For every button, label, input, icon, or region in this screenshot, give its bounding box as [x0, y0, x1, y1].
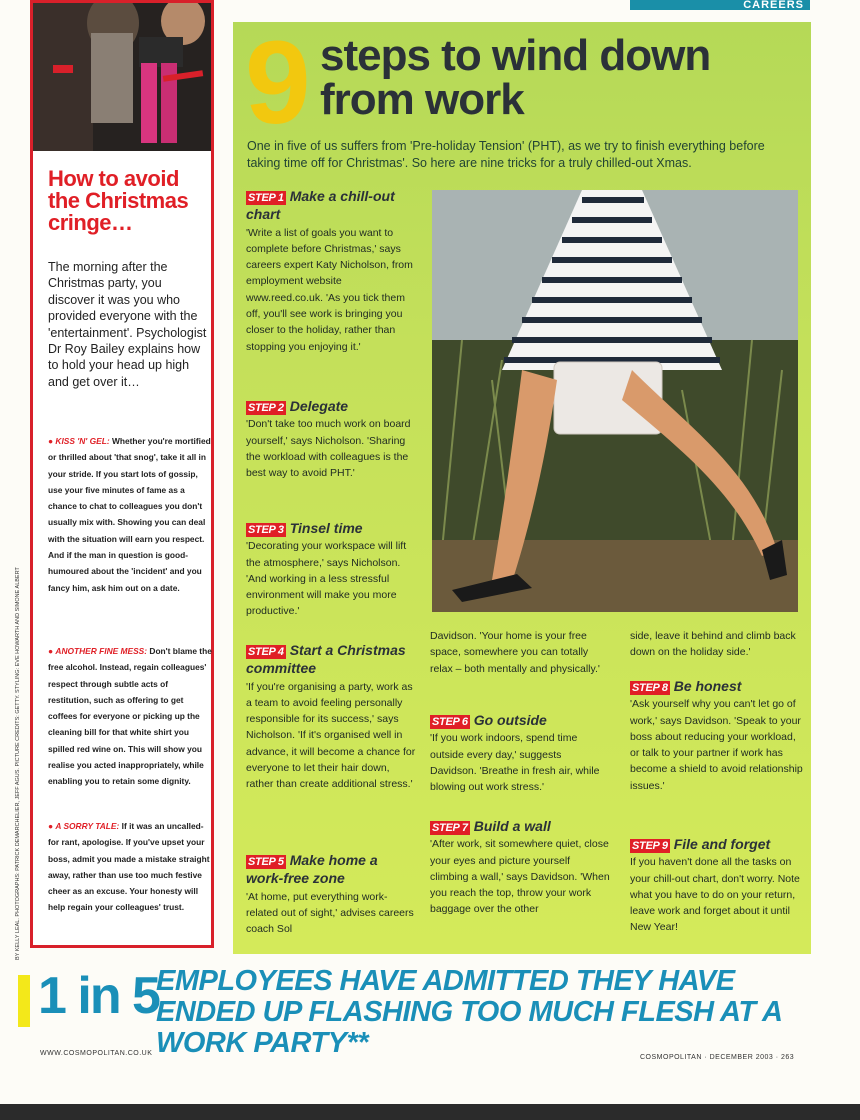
sidebar-title: How to avoid the Christmas cringe… [48, 166, 189, 235]
step-body: 'Don't take too much work on board yourself,' says Nicholson. 'Sharing the workload with colleagues is the best way to avoid PHT.' [246, 418, 411, 480]
sidebar-tip [48, 643, 212, 790]
step-body: 'After work, sit somewhere quiet, close your eyes and picture yourself climbing a wall,' says Davidson. 'When you reach the top, throw your work baggage over the other [430, 838, 610, 916]
step-badge: STEP 7 [432, 822, 468, 834]
scan-edge [0, 1104, 860, 1120]
stat-text: EMPLOYEES HAVE ADMITTED THEY HAVE ENDED UP FLASHING TOO MUCH FLESH AT A WORK PARTY** [156, 965, 782, 1059]
step-body: 'At home, put everything work-related out of sight,' advises careers coach Sol [246, 890, 414, 936]
tip-heading: A SORRY TALE: [55, 821, 120, 831]
step-badge: STEP 8 [632, 682, 668, 694]
bullet-icon: ● [48, 646, 56, 656]
step-badge: STEP 3 [248, 524, 284, 536]
step-body: If you haven't done all the tasks on your chill-out chart, don't worry. Note what you have to do on your return, leave work and forget about it until New Year! [630, 856, 800, 934]
step-9: STEP 9 File and forget If you haven't done all the tasks on your chill-out chart, don't worry. Note what you have to do on your return, leave work and forget about it until New Year! [630, 836, 805, 936]
bullet-icon: ● [48, 436, 56, 446]
highlight-mark [18, 975, 30, 1027]
step-body: 'If you work indoors, spend time outside every day,' suggests Davidson. 'Breathe in fresh air, while blowing out work stress.' [430, 732, 600, 794]
tip-body: If it was an uncalled-for rant, apologise. If you've upset your boss, admit you made a mistake straight away, rather than use too much festive cheer as an excuse. Your honesty will help regain your colleagues' trust. [48, 821, 210, 913]
step-badge: STEP 4 [248, 646, 284, 658]
step-badge: STEP 9 [632, 840, 668, 852]
step-8: STEP 8 Be honest 'Ask yourself why you can't let go of work,' says Davidson. 'Speak to your boss about reducing your workload, or talk to your partner if work has become a shield to avoid relationship issues.' [630, 678, 805, 794]
step-4: STEP 4 Start a Christmas committee 'If you're organising a party, work as a team to avoid feeling personally responsible for its success,' says Nicholson. 'If it's organised well in advance, it will become a chance for everyone to let their hair down, rather than create additional stress.' [246, 642, 418, 793]
party-photo [33, 3, 211, 151]
step-body: 'Ask yourself why you can't let go of work,' says Davidson. 'Speak to your boss about reducing your workload, or talk to your partner if work has become a shield to avoid relationship issues.' [630, 698, 803, 792]
step-body: 'Decorating your workspace will lift the atmosphere,' says Nicholson. 'And working in a less stressful environment will make you more productive.' [246, 540, 407, 618]
step-5: STEP 5 Make home a work-free zone 'At home, put everything work-related out of sight,' advises careers coach Sol [246, 852, 418, 937]
tip-heading: KISS 'N' GEL: [55, 436, 110, 446]
photo-credit: BY KELLY LEAL. PHOTOGRAPHS: PATRICK DEMARCHELIER, JEFF AGUS. PICTURE CREDITS: GETTY. STYLING: EVE HOWARTH AND SIMONE ALBERT [15, 567, 21, 960]
headline: steps to wind down from work [320, 31, 711, 124]
tip-body: Don't blame the free alcohol. Instead, regain colleagues' respect through subtle acts of restitution, such as offering to get coffees for everyone or picking up the cleaning bill for that white shirt you spilled red wine on. This will show you realise you acted inappropriately, while enabling you to retain some dignity. [48, 646, 212, 787]
footer-issue: COSMOPOLITAN · DECEMBER 2003 · 263 [640, 1054, 795, 1061]
step-body: 'If you're organising a party, work as a team to avoid feeling personally responsible for its success,' says Nicholson. 'If it's organised well in advance, it will become a chance for everyone to let their hair down, rather than create additional stress.' [246, 680, 416, 791]
sidebar-tip [48, 433, 212, 596]
footer-website: WWW.COSMOPOLITAN.CO.UK [40, 1050, 153, 1057]
sidebar-tip [48, 818, 212, 916]
step-body: 'Write a list of goals you want to complete before Christmas,' says careers expert Katy Nicholson, from employment website www.reed.co.uk. 'As you tick them off, you'll see work is bringing you closer to the holiday, rather than stopping you enjoying it.' [246, 226, 413, 353]
step-badge: STEP 5 [248, 856, 284, 868]
step-5-continued: Davidson. 'Your home is your free space, somewhere you can totally relax – both mentally and physically.' [430, 630, 600, 675]
step-3: STEP 3 Tinsel time 'Decorating your workspace will lift the atmosphere,' says Nicholson. 'And working in a less stressful environment will make you more productive.' [246, 520, 418, 620]
bullet-icon: ● [48, 821, 56, 831]
article-photo [432, 190, 798, 612]
tip-body: Whether you're mortified or thrilled about 'that snog', take it all in your stride. If you start lots of gossip, use your five minutes of fame as a chance to chat to colleagues you don't usually mix with. Showing you can deal with the situation will earn you respect. And if the man in question is good-humoured about the 'incident' and you fancy him, ask him out on a date. [48, 436, 211, 593]
step-7-continued: side, leave it behind and climb back down on the holiday side.' [630, 630, 796, 659]
headline-number: 9 [245, 17, 307, 149]
article-lede: One in five of us suffers from 'Pre-holiday Tension' (PHT), as we try to finish everything before taking time off for Christmas'. So here are nine tricks for a truly chilled-out Xmas. [247, 139, 765, 170]
sidebar-intro: The morning after the Christmas party, you discover it was you who provided everyone with the 'entertainment'. Psychologist Dr Roy Bailey explains how to hold your head up high and get over it… [48, 260, 207, 389]
step-badge: STEP 2 [248, 402, 284, 414]
step-6: STEP 6 Go outside 'If you work indoors, spend time outside every day,' suggests Davidson. 'Breathe in fresh air, while blowing out work stress.' [430, 712, 610, 795]
section-tab: CAREERS [630, 0, 810, 10]
step-1: STEP 1 Make a chill-out chart 'Write a list of goals you want to complete before Christmas,' says careers expert Katy Nicholson, from employment website www.reed.co.uk. 'As you tick them off, you'll see work is bringing you closer to the holiday, rather than stopping you enjoying it.' [246, 188, 418, 355]
step-badge: STEP 1 [248, 192, 284, 204]
stat-number: 1 in 5 [38, 967, 159, 1025]
step-badge: STEP 6 [432, 716, 468, 728]
sidebar-box [30, 0, 214, 948]
tip-heading: ANOTHER FINE MESS: [55, 646, 148, 656]
step-7: STEP 7 Build a wall 'After work, sit somewhere quiet, close your eyes and picture yourself climbing a wall,' says Davidson. 'When you reach the top, throw your work baggage over the other [430, 818, 610, 918]
step-2: STEP 2 Delegate 'Don't take too much work on board yourself,' says Nicholson. 'Sharing the workload with colleagues is the best way to avoid PHT.' [246, 398, 418, 481]
